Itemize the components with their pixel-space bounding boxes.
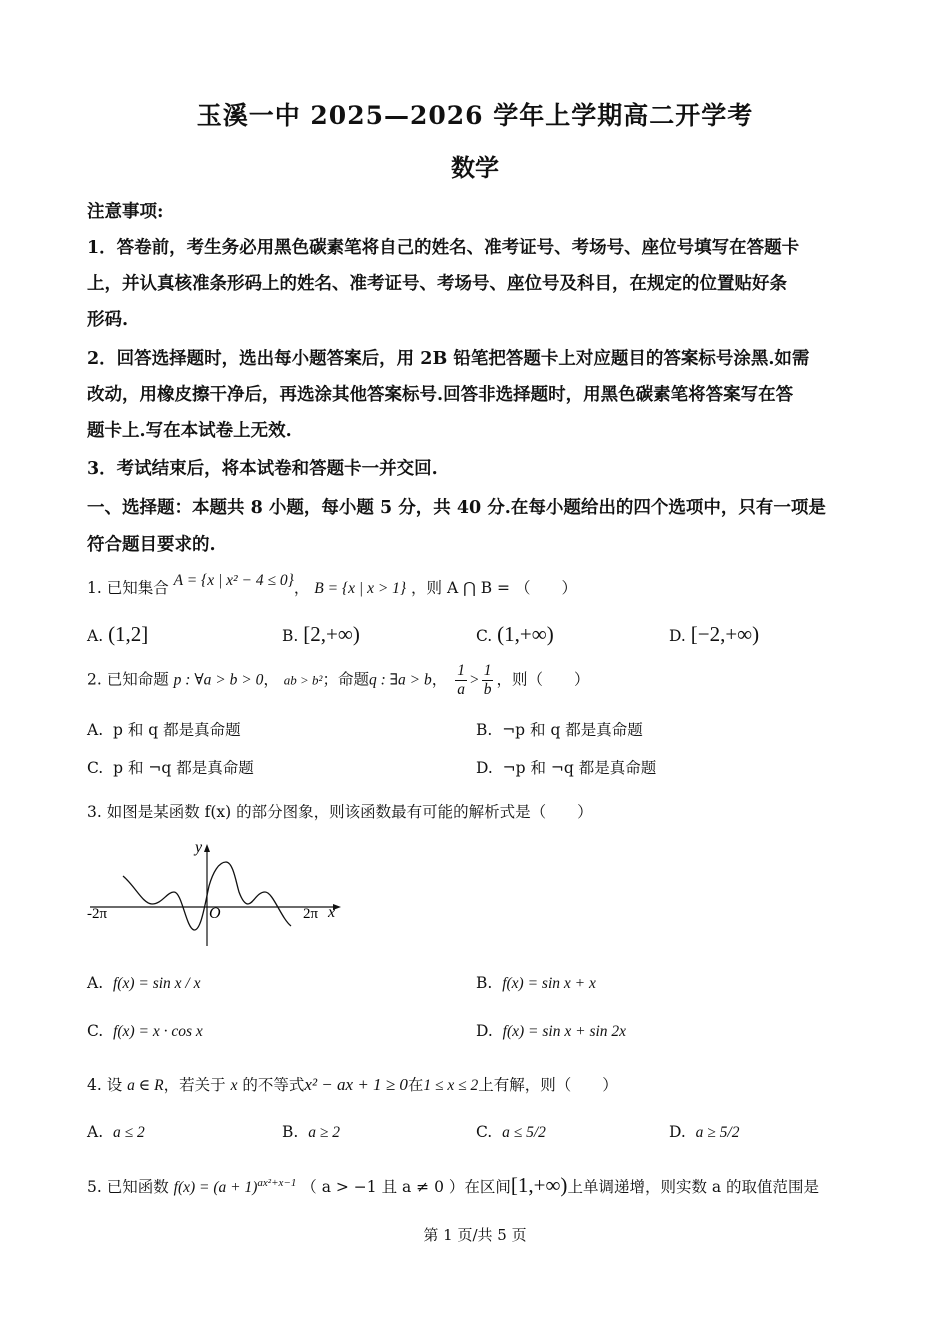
q2-ask: ，则（ ） xyxy=(496,670,590,689)
note-line-6: 题卡上.写在本试卷上无效. xyxy=(87,421,292,441)
option-label: B. xyxy=(476,721,493,739)
subject-title: 数学 xyxy=(451,153,499,182)
q2-fraction-1-over-a: $\frac{1}{a}$ xyxy=(457,662,465,698)
origin-label: O xyxy=(209,905,221,922)
note-line-2: 上，并认真核准条形码上的姓名、准考证号、考场号、座位号及科目，在规定的位置贴好条 xyxy=(87,274,787,294)
note-line-1: 1．答卷前，考生务必用黑色碳素笔将自己的姓名、准考证号、考场号、座位号填写在答题卡 xyxy=(87,238,800,258)
option-text: (1,+∞) xyxy=(497,622,554,646)
q1-set-a: A = {x | x² − 4 ≤ 0} xyxy=(173,572,294,589)
question-2-stem: 2. 已知命题 p : ∀a > b > 0， ab > b²；命题q : ∃a > b， $\frac{1}{a}$ > $\frac{1}{b}$ ，则（ ） xyxy=(87,662,590,698)
x-label: x xyxy=(328,904,336,921)
question-1-stem xyxy=(87,572,577,598)
q2-option-c[interactable] xyxy=(87,756,254,778)
question-4-stem xyxy=(87,1073,618,1095)
option-text: a ≥ 5/2 xyxy=(695,1124,740,1141)
q4-inequality: x² − ax + 1 ≥ 0 xyxy=(304,1075,408,1094)
exam-title: 玉溪一中 2025—2026 学年上学期高二开学考 xyxy=(196,101,754,130)
option-text: p 和 q 都是真命题 xyxy=(112,721,241,739)
notes-heading: 注意事项: xyxy=(87,202,164,222)
q1-set-b: B = {x | x > 1} xyxy=(314,580,407,597)
q2-option-d[interactable] xyxy=(476,756,656,778)
note-line-5: 改动，用橡皮擦干净后，再选涂其他答案标号.回答非选择题时，用黑色碳素笔将答案写在答 xyxy=(87,385,794,405)
q4-range: 1 ≤ x ≤ 2 xyxy=(423,1077,479,1094)
q3-option-c[interactable] xyxy=(87,1022,203,1041)
q4-mid2: 的不等式 xyxy=(242,1076,305,1094)
option-label: B. xyxy=(476,974,493,992)
q4-mid1: ，若关于 xyxy=(163,1076,226,1094)
note-line-3: 形码. xyxy=(87,310,129,330)
option-text: f(x) = x · cos x xyxy=(113,1023,203,1040)
page-footer: 第 1 页/共 5 页 xyxy=(423,1226,527,1244)
q3-option-b[interactable] xyxy=(476,974,596,993)
q3-option-d[interactable] xyxy=(476,1022,626,1041)
option-text: [2,+∞) xyxy=(303,622,360,646)
q2-fraction-1-over-b: $\frac{1}{b}$ xyxy=(483,662,492,698)
q2-proposition-q: q : ∃a > b xyxy=(368,671,432,689)
option-label: C. xyxy=(476,627,493,645)
q5-interval: [1,+∞) xyxy=(510,1173,568,1197)
note-line-7: 3．考试结束后，将本试卷和答题卡一并交回. xyxy=(87,459,438,479)
q1-ask: ，则 A ⋂ B = （ ） xyxy=(411,579,577,597)
option-label: B. xyxy=(282,627,299,645)
question-5-stem xyxy=(87,1173,819,1198)
y-label: y xyxy=(195,839,203,856)
tick-minus-2pi: -2π xyxy=(87,906,108,922)
q5-condition: （ a > −1 且 a ≠ 0 ）在区间 xyxy=(301,1178,511,1196)
option-label: C. xyxy=(476,1123,493,1141)
q4-a-in-r: a ∈ R xyxy=(127,1077,164,1094)
option-label: A. xyxy=(87,974,104,992)
q1-option-a[interactable] xyxy=(87,622,148,647)
q4-option-c[interactable] xyxy=(476,1123,546,1142)
q4-ask: 上有解，则（ ） xyxy=(478,1076,618,1094)
q5-prefix: 5. 已知函数 xyxy=(87,1178,169,1196)
q4-option-a[interactable] xyxy=(87,1123,145,1142)
q1-prefix: 1. 已知集合 xyxy=(87,579,169,597)
q5-function: f(x) = (a + 1) xyxy=(173,1179,258,1196)
q2-proposition-p: p : ∀a > b > 0 xyxy=(173,671,264,689)
option-text: a ≤ 2 xyxy=(112,1124,145,1141)
q1-option-b[interactable] xyxy=(282,622,360,647)
q2-mid: ；命题 xyxy=(322,670,369,689)
q1-separator: ， xyxy=(293,579,310,597)
option-label: D. xyxy=(476,1022,493,1040)
option-label: B. xyxy=(282,1123,299,1141)
option-text: (1,2] xyxy=(108,622,149,646)
q1-option-c[interactable] xyxy=(476,622,554,647)
q2-option-b[interactable] xyxy=(476,718,643,740)
option-label: D. xyxy=(669,627,686,645)
option-text: a ≥ 2 xyxy=(308,1124,340,1141)
option-text: a ≤ 5/2 xyxy=(502,1124,546,1141)
option-label: D. xyxy=(476,759,493,777)
y-axis-arrow xyxy=(204,844,210,852)
option-label: C. xyxy=(87,759,104,777)
option-text: f(x) = sin x + sin 2x xyxy=(502,1023,627,1040)
q4-prefix: 4. 设 xyxy=(87,1076,123,1094)
option-text: ¬p 和 ¬q 都是真命题 xyxy=(502,759,657,777)
q2-prefix: 2. 已知命题 xyxy=(87,670,169,689)
section-heading-line-2: 符合题目要求的. xyxy=(87,535,216,555)
q1-option-d[interactable] xyxy=(669,622,759,647)
option-text: p 和 ¬q 都是真命题 xyxy=(113,759,254,777)
option-text: f(x) = sin x + x xyxy=(502,975,596,992)
function-graph xyxy=(85,838,345,953)
option-label: A. xyxy=(87,1123,104,1141)
q5-ask: 上单调递增，则实数 a 的取值范围是 xyxy=(567,1178,820,1196)
option-text: ¬p 和 q 都是真命题 xyxy=(502,721,643,739)
option-text: f(x) = sin x / x xyxy=(112,975,201,992)
option-text: [−2,+∞) xyxy=(690,622,760,646)
q4-x: x xyxy=(230,1077,238,1094)
q4-mid3: 在 xyxy=(407,1076,424,1094)
option-label: D. xyxy=(669,1123,686,1141)
q2-option-a[interactable] xyxy=(87,718,241,740)
q3-option-a[interactable] xyxy=(87,974,200,993)
option-label: A. xyxy=(87,627,104,645)
note-line-4: 2．回答选择题时，选出每小题答案后，用 2B 铅笔把答题卡上对应题目的答案标号涂黑.如需 xyxy=(87,349,810,369)
option-label: C. xyxy=(87,1022,104,1040)
q5-exponent: ax²+x−1 xyxy=(257,1176,297,1189)
question-3-stem: 3. 如图是某函数 f(x) 的部分图象，则该函数最有可能的解析式是（ ） xyxy=(87,803,593,821)
q4-option-b[interactable] xyxy=(282,1123,340,1142)
q2-p-part2: ab > b² xyxy=(283,672,323,688)
q4-option-d[interactable] xyxy=(669,1123,740,1142)
tick-2pi: 2π xyxy=(303,906,319,922)
option-label: A. xyxy=(87,721,104,739)
section-heading-line-1: 一、选择题：本题共 8 小题，每小题 5 分，共 40 分.在每小题给出的四个选项中，只有一项是 xyxy=(87,498,826,518)
